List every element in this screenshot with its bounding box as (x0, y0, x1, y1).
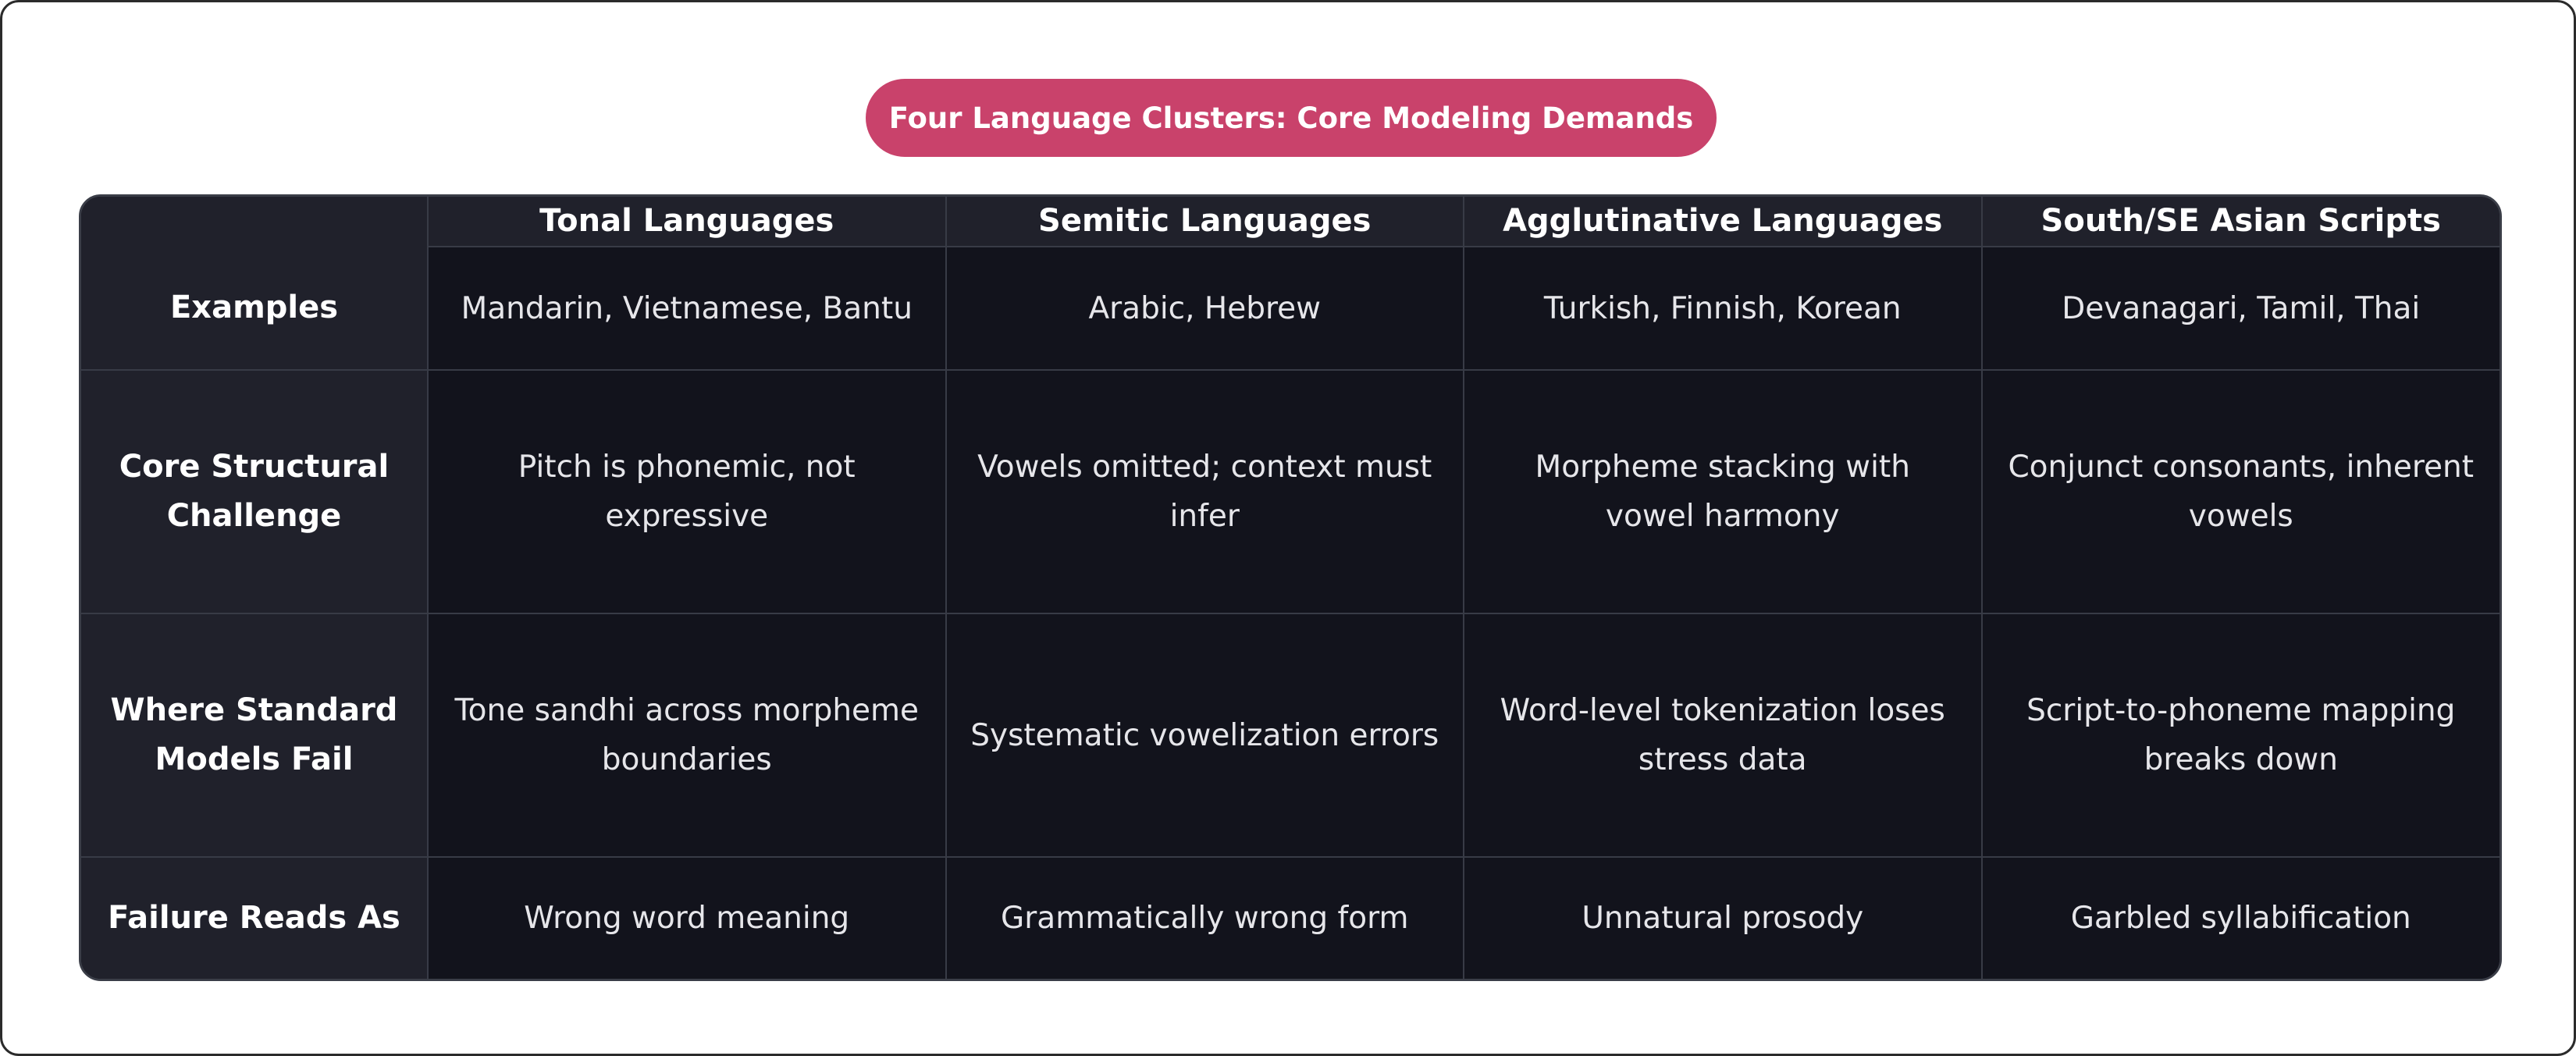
table-row (81, 247, 2500, 370)
column-header-south-se-asian: South/SE Asian Scripts (1982, 197, 2500, 247)
row-header-core-structural-challenge: Core Structural Challenge (81, 370, 428, 613)
table-row (81, 613, 2500, 857)
table-cell: Devanagari, Tamil, Thai (1982, 247, 2500, 370)
table-cell: Mandarin, Vietnamese, Bantu (428, 247, 946, 370)
table-cell: Script-to-phoneme mapping breaks down (1982, 613, 2500, 857)
table-cell: Unnatural prosody (1464, 857, 1982, 979)
table-corner-cell (81, 197, 428, 247)
table-cell: Vowels omitted; context must infer (946, 370, 1464, 613)
table-cell: Grammatically wrong form (946, 857, 1464, 979)
row-header-failure-reads-as: Failure Reads As (81, 857, 428, 979)
row-header-examples: Examples (81, 247, 428, 370)
table-row (81, 857, 2500, 979)
row-header-where-standard-models-fail: Where Standard Models Fail (81, 613, 428, 857)
table-cell: Systematic vowelization errors (946, 613, 1464, 857)
column-header-semitic: Semitic Languages (946, 197, 1464, 247)
table-header-row (81, 197, 2500, 247)
table-cell: Pitch is phonemic, not expressive (428, 370, 946, 613)
table-cell: Conjunct consonants, inherent vowels (1982, 370, 2500, 613)
table-cell: Word-level tokenization loses stress data (1464, 613, 1982, 857)
table-cell: Morpheme stacking with vowel harmony (1464, 370, 1982, 613)
table-cell: Tone sandhi across morpheme boundaries (428, 613, 946, 857)
column-header-agglutinative: Agglutinative Languages (1464, 197, 1982, 247)
column-header-tonal: Tonal Languages (428, 197, 946, 247)
table-cell: Turkish, Finnish, Korean (1464, 247, 1982, 370)
table-cell: Wrong word meaning (428, 857, 946, 979)
comparison-table-card (79, 194, 2502, 981)
table-row (81, 370, 2500, 613)
comparison-table (81, 197, 2500, 979)
table-cell: Garbled syllabification (1982, 857, 2500, 979)
table-cell: Arabic, Hebrew (946, 247, 1464, 370)
page-title: Four Language Clusters: Core Modeling Demands (866, 79, 1717, 157)
